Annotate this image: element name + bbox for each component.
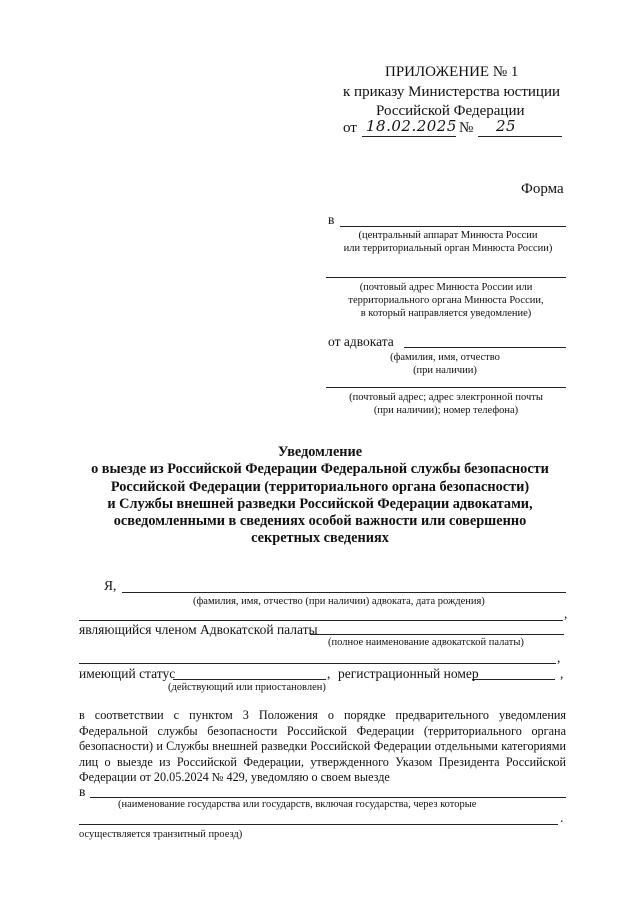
number-prefix: № [459, 120, 474, 136]
chamber-name-line[interactable] [310, 634, 564, 635]
recipient-address-line[interactable] [326, 277, 566, 278]
lawyer-name-line[interactable] [404, 347, 566, 348]
appendix-title: ПРИЛОЖЕНИЕ № 1 [385, 64, 519, 80]
registration-number-line[interactable] [472, 679, 555, 680]
recipient-line[interactable] [340, 226, 566, 227]
notice-paragraph: в соответствии с пунктом 3 Положения о порядке предварительного уведомления Федеральной службы безопасности Российской Федерации (территориального органа безопасности) и Службы внешней разведки Российской Федерации отдельными категориями лиц о выезде из Российской Федерации, утвержденного Указом Президента Российской Федерации от 20.05.2024 № 429, уведомляю о своем выезде [79, 708, 566, 784]
i-label: Я, [104, 578, 117, 593]
recipient-address-hint: (почтовый адрес Минюста России или территориального органа Минюста России, в который направляется уведомление) [348, 282, 544, 319]
lawyer-fullname-line-2[interactable] [79, 620, 563, 621]
date-prefix: от [343, 120, 357, 136]
ministry-name: Российской Федерации [376, 103, 525, 119]
destination-hint: (наименование государства или государств, включая государства, через которые [118, 799, 477, 810]
in-label: в [79, 784, 86, 799]
destination-line[interactable] [90, 797, 566, 798]
lawyer-name-hint: (фамилия, имя, отчество (при наличии) [390, 352, 500, 376]
comma: , [560, 666, 564, 681]
recipient-hint: (центральный аппарат Минюста России или территориальный орган Минюста России) [343, 230, 553, 254]
transit-hint: осуществляется транзитный проезд) [79, 829, 243, 840]
lawyer-fullname-hint: (фамилия, имя, отчество (при наличии) адвоката, дата рождения) [193, 596, 485, 607]
to-prefix: в [328, 212, 335, 227]
destination-line-2[interactable] [79, 824, 558, 825]
number-underline [478, 136, 562, 137]
comma: , [327, 666, 331, 681]
lawyer-contact-hint: (почтовый адрес; адрес электронной почты (при наличии); номер телефона) [349, 392, 543, 416]
status-line[interactable] [173, 679, 326, 680]
chamber-member-label: являющийся членом Адвокатской палаты [79, 622, 318, 637]
order-date: 18.02.2025 [366, 117, 457, 135]
comma: , [557, 650, 561, 665]
chamber-name-hint: (полное наименование адвокатской палаты) [328, 637, 524, 648]
from-lawyer-label: от адвоката [328, 334, 394, 349]
lawyer-contact-line[interactable] [326, 387, 566, 388]
comma: , [564, 606, 568, 621]
status-hint: (действующий или приостановлен) [168, 682, 326, 693]
date-underline [362, 136, 456, 137]
status-label: имеющий статус [79, 666, 176, 681]
registration-number-label: регистрационный номер [338, 666, 479, 681]
document-title: Уведомление о выезде из Российской Федерации Федеральной службы безопасности Российской Федерации (территориального органа безопасности) и Службы внешней разведки Российской Федерации адвокатами, осведомленными в сведениях особой важности или совершенно секретных сведениях [91, 444, 549, 547]
order-reference: к приказу Министерства юстиции [343, 84, 560, 100]
period: . [560, 810, 564, 825]
order-number: 25 [496, 117, 517, 135]
form-label: Форма [521, 181, 564, 197]
lawyer-fullname-line[interactable] [122, 592, 566, 593]
chamber-name-line-2[interactable] [79, 663, 556, 664]
